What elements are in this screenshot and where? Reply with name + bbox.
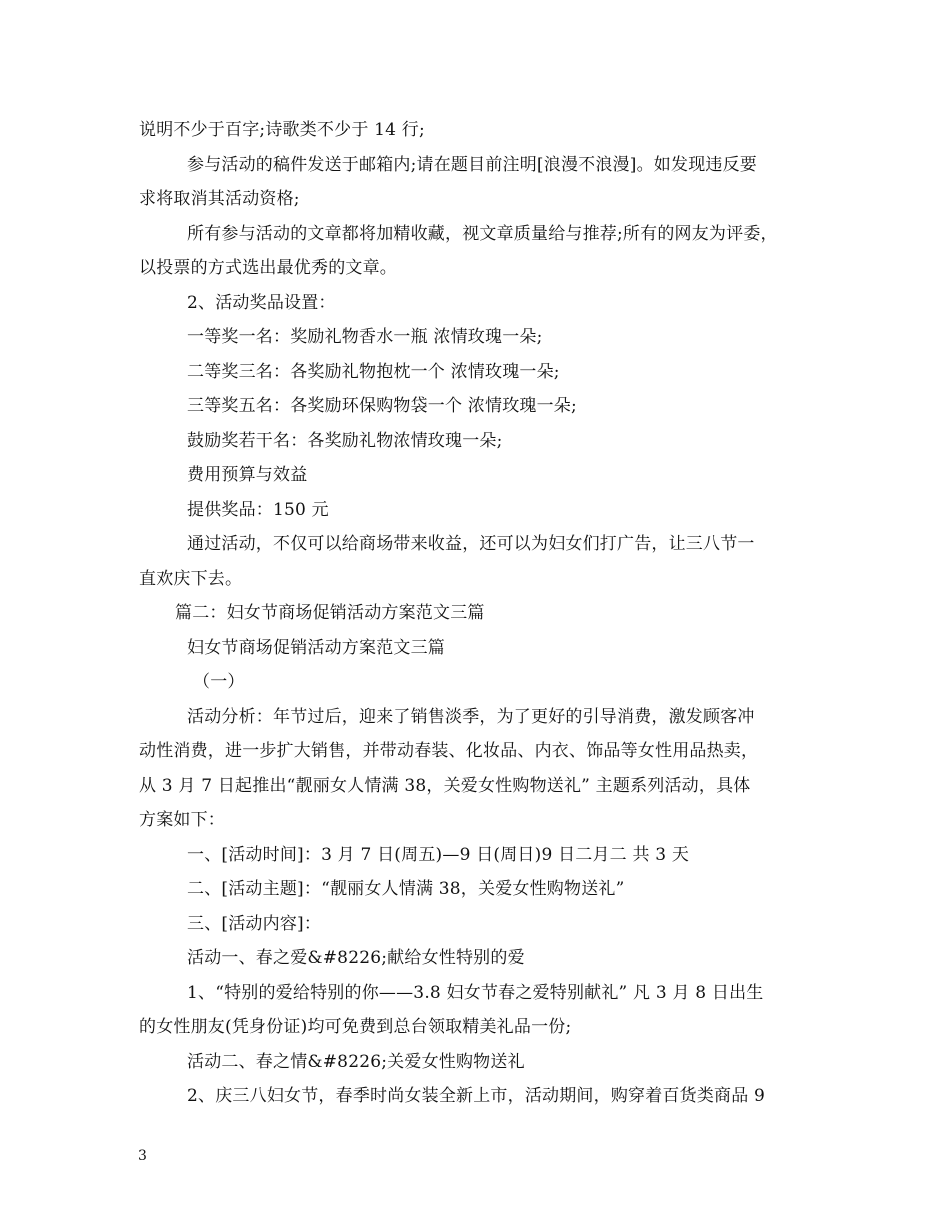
chapter-title: 篇二：妇女节商场促销活动方案范文三篇	[175, 603, 485, 623]
text-line: 所有参与活动的文章都将加精收藏，视文章质量给与推荐;所有的网友为评委，	[187, 223, 778, 244]
text-line: 说明不少于百字;诗歌类不少于 14 行;	[139, 120, 425, 140]
text-line: 求将取消其活动资格;	[139, 189, 300, 209]
text-line: 三、[活动内容]：	[187, 913, 322, 934]
text-line: 直欢庆下去。	[139, 568, 243, 589]
document-body	[139, 113, 819, 1114]
section-heading: 2、活动奖品设置：	[187, 292, 336, 313]
prize-item: 鼓励奖若干名：各奖励礼物浓情玫瑰一朵;	[187, 430, 503, 451]
prize-item: 二等奖三名：各奖励礼物抱枕一个 浓情玫瑰一朵;	[187, 361, 560, 382]
text-line: 二、[活动主题]：“靓丽女人情满 38，关爱女性购物送礼”	[187, 879, 625, 899]
part-marker: （一）	[193, 672, 245, 692]
text-line: 的女性朋友(凭身份证)均可免费到总台领取精美礼品一份;	[139, 1017, 572, 1037]
text-line: 活动分析：年节过后，迎来了销售淡季，为了更好的引导消费，激发顾客冲	[187, 706, 755, 727]
prize-item: 三等奖五名：各奖励环保购物袋一个 浓情玫瑰一朵;	[187, 396, 577, 416]
text-line: 一、[活动时间]：3 月 7 日(周五)—9 日(周日)9 日二月二 共 3 天	[187, 844, 690, 865]
prize-item: 一等奖一名：奖励礼物香水一瓶 浓情玫瑰一朵;	[187, 327, 543, 347]
text-line: 通过活动，不仅可以给商场带来收益，还可以为妇女们打广告，让三八节一	[187, 534, 755, 554]
text-line: 以投票的方式选出最优秀的文章。	[139, 258, 397, 278]
text-line: 2、庆三八妇女节，春季时尚女装全新上市，活动期间，购穿着百货类商品 9	[187, 1086, 766, 1106]
text-line: 费用预算与效益	[187, 465, 308, 485]
text-line: 方案如下：	[139, 810, 225, 830]
text-line: 提供奖品：150 元	[187, 499, 329, 520]
text-line: 活动一、春之爱&#8226;献给女性特别的爱	[187, 948, 525, 968]
text-line: 参与活动的稿件发送于邮箱内;请在题目前注明[浪漫不浪漫]。如发现违反要	[187, 154, 757, 175]
text-line: 活动二、春之情&#8226;关爱女性购物送礼	[187, 1051, 525, 1072]
text-line: 1、“特别的爱给特别的你——3.8 妇女节春之爱特别献礼” 凡 3 月 8 日出生	[187, 982, 764, 1003]
page-number: 3	[138, 1148, 147, 1164]
text-line: 从 3 月 7 日起推出“靓丽女人情满 38，关爱女性购物送礼” 主题系列活动，具体	[139, 775, 751, 796]
text-line: 动性消费，进一步扩大销售，并带动春装、化妆品、内衣、饰品等女性用品热卖，	[139, 741, 759, 761]
article-title: 妇女节商场促销活动方案范文三篇	[187, 637, 445, 658]
